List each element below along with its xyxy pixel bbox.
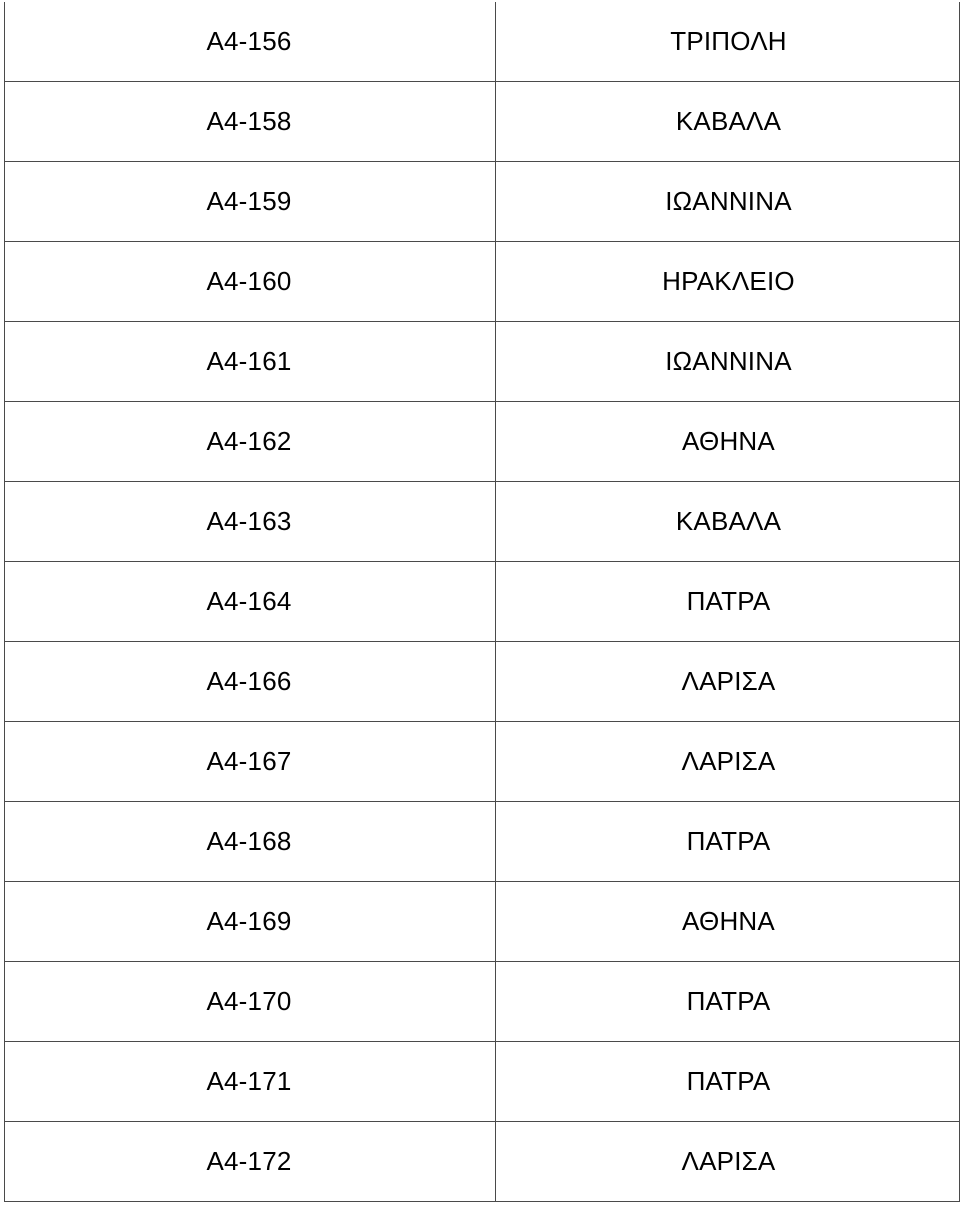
code-cell: A4-164 bbox=[5, 562, 496, 642]
city-cell: ΠΑΤΡΑ bbox=[496, 962, 960, 1042]
city-cell: ΗΡΑΚΛΕΙΟ bbox=[496, 242, 960, 322]
city-cell: ΙΩΑΝΝΙΝΑ bbox=[496, 162, 960, 242]
code-cell: A4-162 bbox=[5, 402, 496, 482]
code-cell: A4-158 bbox=[5, 82, 496, 162]
code-cell: A4-170 bbox=[5, 962, 496, 1042]
city-cell: ΠΑΤΡΑ bbox=[496, 1042, 960, 1122]
table-row bbox=[5, 1122, 960, 1202]
city-cell: ΛΑΡΙΣΑ bbox=[496, 642, 960, 722]
code-cell: A4-169 bbox=[5, 882, 496, 962]
code-cell: A4-171 bbox=[5, 1042, 496, 1122]
table-row bbox=[5, 322, 960, 402]
table-row bbox=[5, 962, 960, 1042]
code-cell: A4-160 bbox=[5, 242, 496, 322]
table-row bbox=[5, 642, 960, 722]
table-row bbox=[5, 162, 960, 242]
table-row bbox=[5, 722, 960, 802]
table-row bbox=[5, 402, 960, 482]
table-row bbox=[5, 562, 960, 642]
code-cell: A4-163 bbox=[5, 482, 496, 562]
city-cell: ΚΑΒΑΛΑ bbox=[496, 482, 960, 562]
code-cell: A4-156 bbox=[5, 2, 496, 82]
code-cell: A4-168 bbox=[5, 802, 496, 882]
city-cell: ΙΩΑΝΝΙΝΑ bbox=[496, 322, 960, 402]
table-row bbox=[5, 482, 960, 562]
code-cell: A4-159 bbox=[5, 162, 496, 242]
document-page bbox=[4, 2, 959, 1202]
table-row bbox=[5, 242, 960, 322]
code-cell: A4-172 bbox=[5, 1122, 496, 1202]
table-row bbox=[5, 882, 960, 962]
table-row bbox=[5, 802, 960, 882]
city-cell: ΑΘΗΝΑ bbox=[496, 882, 960, 962]
code-city-table bbox=[4, 2, 960, 1202]
table-row bbox=[5, 1042, 960, 1122]
code-cell: A4-161 bbox=[5, 322, 496, 402]
table-row bbox=[5, 2, 960, 82]
city-cell: ΠΑΤΡΑ bbox=[496, 562, 960, 642]
city-cell: ΚΑΒΑΛΑ bbox=[496, 82, 960, 162]
city-cell: ΤΡΙΠΟΛΗ bbox=[496, 2, 960, 82]
city-cell: ΠΑΤΡΑ bbox=[496, 802, 960, 882]
table-row bbox=[5, 82, 960, 162]
code-cell: A4-167 bbox=[5, 722, 496, 802]
city-cell: ΛΑΡΙΣΑ bbox=[496, 722, 960, 802]
code-cell: A4-166 bbox=[5, 642, 496, 722]
city-cell: ΛΑΡΙΣΑ bbox=[496, 1122, 960, 1202]
city-cell: ΑΘΗΝΑ bbox=[496, 402, 960, 482]
